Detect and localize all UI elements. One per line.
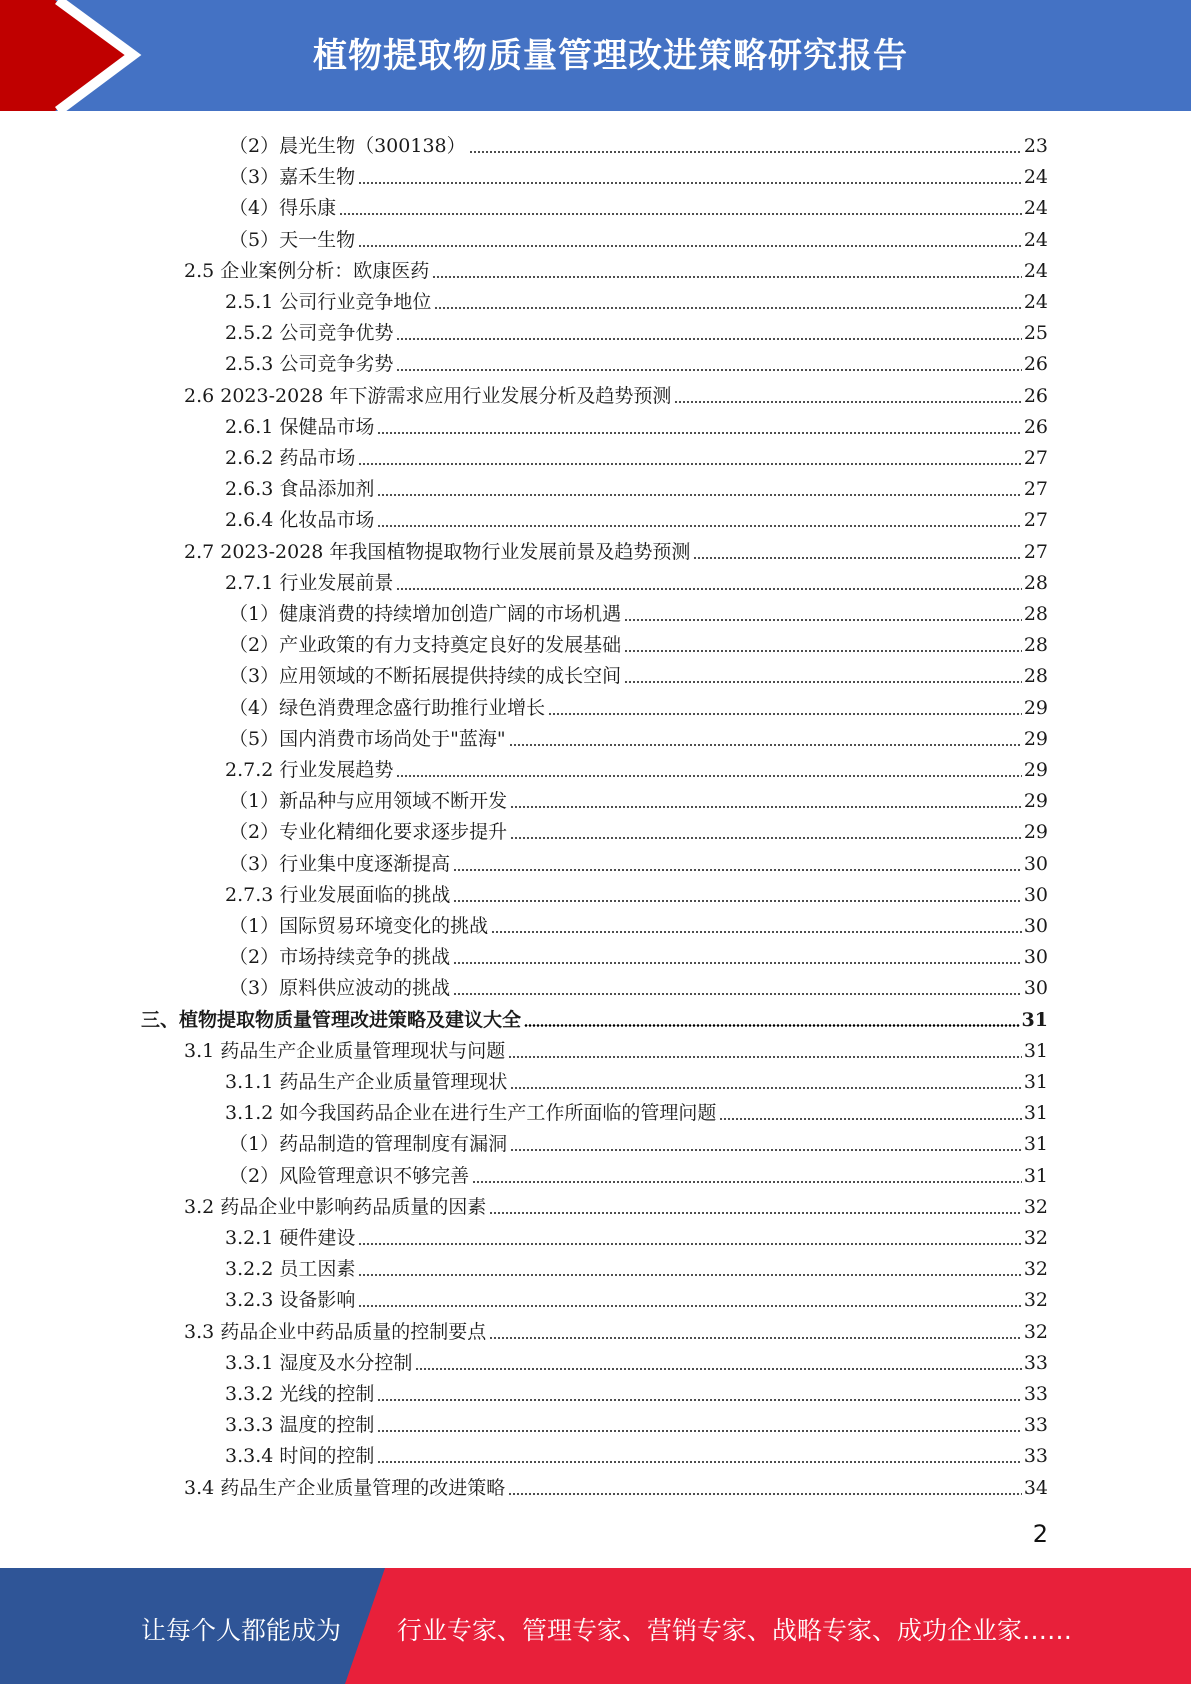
toc-leader-dots [358, 245, 1022, 247]
toc-entry[interactable] [229, 189, 1048, 220]
toc-entry-title: 3.3.3 温度的控制 [225, 1414, 375, 1437]
toc-entry-page: 33 [1023, 1351, 1048, 1374]
toc-entry[interactable] [141, 1001, 1048, 1032]
toc-entry-page: 29 [1023, 727, 1048, 750]
toc-entry-page: 31 [1023, 1164, 1048, 1187]
toc-entry-page: 31 [1023, 1071, 1048, 1093]
toc-entry-title: （4）绿色消费理念盛行助推行业增长 [229, 696, 546, 719]
toc-entry[interactable] [225, 1437, 1048, 1468]
toc-entry-title: （2）市场持续竞争的挑战 [229, 946, 451, 969]
toc-entry-page: 23 [1023, 135, 1048, 157]
toc-entry-page: 29 [1023, 790, 1048, 813]
toc-entry[interactable] [225, 501, 1048, 532]
toc-entry-title: （3）原料供应波动的挑战 [229, 977, 451, 1000]
toc-entry-title: 3.1.1 药品生产企业质量管理现状 [225, 1071, 508, 1093]
toc-entry[interactable] [225, 1375, 1048, 1406]
report-header [0, 0, 1191, 111]
toc-entry[interactable] [225, 470, 1048, 501]
toc-entry-title: 2.6.2 药品市场 [225, 447, 356, 469]
toc-entry-page: 24 [1023, 228, 1048, 251]
toc-entry-page: 24 [1023, 259, 1048, 282]
toc-entry-title: （2）风险管理意识不够完善 [229, 1164, 470, 1187]
toc-entry[interactable] [225, 1219, 1048, 1250]
toc-entry-title: 2.6.4 化妆品市场 [225, 509, 375, 532]
toc-entry-page: 26 [1023, 415, 1048, 438]
toc-leader-dots [377, 1399, 1021, 1401]
toc-leader-dots [524, 1024, 1020, 1027]
toc-entry-page: 24 [1023, 197, 1048, 220]
toc-leader-dots [693, 557, 1021, 559]
toc-entry[interactable] [184, 377, 1048, 408]
toc-entry[interactable] [229, 689, 1048, 720]
toc-leader-dots [469, 151, 1022, 153]
toc-entry-title: 2.6.3 食品添加剂 [225, 478, 375, 501]
toc-entry-page: 33 [1023, 1414, 1048, 1437]
toc-entry[interactable] [225, 1094, 1048, 1125]
toc-entry-title: 3.3 药品企业中药品质量的控制要点 [184, 1320, 487, 1343]
toc-entry-title: 2.7 2023-2028 年我国植物提取物行业发展前景及趋势预测 [184, 540, 691, 563]
toc-leader-dots [396, 588, 1021, 590]
toc-entry-title: 3.2 药品企业中影响药品质量的因素 [184, 1195, 487, 1218]
toc-entry[interactable] [184, 1032, 1048, 1063]
toc-entry[interactable] [225, 1250, 1048, 1281]
toc-entry-page: 28 [1023, 571, 1048, 594]
toc-entry-title: 3.2.3 设备影响 [225, 1289, 356, 1312]
toc-entry-page: 32 [1023, 1195, 1048, 1218]
toc-leader-dots [674, 401, 1021, 403]
toc-entry-page: 27 [1023, 478, 1048, 501]
toc-entry[interactable] [184, 1188, 1048, 1219]
toc-entry-page: 32 [1023, 1320, 1048, 1343]
toc-leader-dots [510, 837, 1022, 839]
toc-entry[interactable] [225, 314, 1048, 345]
toc-entry-title: （3）行业集中度逐渐提高 [229, 852, 451, 875]
toc-entry[interactable] [225, 564, 1048, 595]
toc-entry-page: 29 [1023, 821, 1048, 844]
toc-entry-title: 3.2.2 员工因素 [225, 1258, 356, 1281]
toc-entry-page: 28 [1023, 665, 1048, 688]
toc-entry-page: 31 [1021, 1008, 1048, 1031]
toc-entry[interactable] [225, 1406, 1048, 1437]
toc-leader-dots [624, 650, 1022, 652]
toc-entry-title: 2.7.3 行业发展面临的挑战 [225, 883, 451, 906]
toc-entry[interactable] [184, 252, 1048, 283]
toc-entry-title: 3.3.4 时间的控制 [225, 1445, 375, 1468]
report-footer [0, 1568, 1191, 1684]
toc-entry-title: 三、植物提取物质量管理改进策略及建议大全 [141, 1008, 522, 1031]
toc-leader-dots [358, 1243, 1021, 1245]
toc-leader-dots [396, 369, 1021, 371]
toc-entry[interactable] [229, 782, 1048, 813]
toc-entry-title: 3.3.1 湿度及水分控制 [225, 1351, 413, 1374]
toc-entry-title: 3.3.2 光线的控制 [225, 1383, 375, 1405]
toc-leader-dots [624, 681, 1022, 683]
toc-leader-dots [510, 1087, 1021, 1089]
toc-leader-dots [719, 1118, 1021, 1120]
toc-entry-title: （3）应用领域的不断拓展提供持续的成长空间 [229, 665, 622, 688]
toc-leader-dots [509, 744, 1022, 746]
toc-leader-dots [510, 1149, 1022, 1151]
toc-leader-dots [377, 525, 1021, 527]
toc-entry-title: （2）专业化精细化要求逐步提升 [229, 821, 508, 844]
toc-leader-dots [432, 276, 1022, 278]
toc-entry-page: 24 [1023, 291, 1048, 313]
toc-entry-title: （1）药品制造的管理制度有漏洞 [229, 1133, 508, 1156]
toc-entry-title: 2.5.1 公司行业竞争地位 [225, 291, 432, 313]
toc-entry-page: 32 [1023, 1289, 1048, 1312]
toc-entry[interactable] [225, 876, 1048, 907]
toc-entry-page: 28 [1023, 603, 1048, 625]
toc-entry-page: 29 [1023, 759, 1048, 781]
toc-leader-dots [415, 1368, 1021, 1370]
toc-entry-title: （1）健康消费的持续增加创造广阔的市场机遇 [229, 603, 622, 625]
toc-entry-page: 33 [1023, 1445, 1048, 1468]
toc-leader-dots [489, 1337, 1022, 1339]
toc-leader-dots [358, 182, 1022, 184]
toc-entry[interactable] [225, 408, 1048, 439]
report-title: 植物提取物质量管理改进策略研究报告 [313, 36, 908, 76]
toc-entry-page: 32 [1023, 1258, 1048, 1281]
toc-leader-dots [377, 1461, 1021, 1463]
toc-entry-title: （3）嘉禾生物 [229, 166, 356, 189]
toc-leader-dots [396, 775, 1021, 777]
toc-leader-dots [548, 713, 1022, 715]
toc-entry-title: （4）得乐康 [229, 197, 337, 220]
toc-entry[interactable] [229, 720, 1048, 751]
toc-entry[interactable] [229, 845, 1048, 876]
toc-entry-page: 28 [1023, 634, 1048, 657]
toc-leader-dots [453, 993, 1022, 995]
toc-entry-page: 31 [1023, 1102, 1048, 1125]
toc-leader-dots [510, 806, 1022, 808]
toc-entry[interactable] [225, 1344, 1048, 1375]
toc-entry-title: 2.6.1 保健品市场 [225, 415, 375, 438]
toc-entry-title: 2.5 企业案例分析：欧康医药 [184, 259, 430, 282]
toc-entry[interactable] [229, 1125, 1048, 1156]
toc-entry-page: 24 [1023, 166, 1048, 189]
toc-leader-dots [377, 1430, 1021, 1432]
footer-slogan-right: 行业专家、管理专家、营销专家、战略专家、成功企业家…… [397, 1616, 1073, 1645]
toc-entry-title: （2）晨光生物（300138） [229, 135, 466, 157]
toc-entry-title: 2.5.2 公司竞争优势 [225, 322, 394, 345]
toc-entry-title: 3.2.1 硬件建设 [225, 1227, 356, 1249]
toc-leader-dots [377, 432, 1021, 434]
toc-entry[interactable] [229, 657, 1048, 688]
toc-entry-title: 2.6 2023-2028 年下游需求应用行业发展分析及趋势预测 [184, 384, 672, 407]
toc-leader-dots [396, 338, 1021, 340]
toc-entry-title: 3.4 药品生产企业质量管理的改进策略 [184, 1476, 506, 1499]
toc-entry-page: 29 [1023, 696, 1048, 719]
toc-entry-title: 2.7.2 行业发展趋势 [225, 759, 394, 781]
toc-entry[interactable] [229, 1157, 1048, 1188]
toc-leader-dots [472, 1181, 1022, 1183]
footer-slogan-left: 让每个人都能成为 [141, 1616, 342, 1645]
toc-entry-page: 30 [1023, 852, 1048, 875]
toc-leader-dots [358, 1274, 1021, 1276]
toc-entry-page: 30 [1023, 977, 1048, 1000]
toc-entry[interactable] [229, 127, 1048, 158]
toc-entry[interactable] [225, 1063, 1048, 1094]
toc-entry[interactable] [184, 1313, 1048, 1344]
toc-entry[interactable] [225, 1281, 1048, 1312]
toc-entry[interactable] [229, 626, 1048, 657]
toc-entry[interactable] [229, 938, 1048, 969]
toc-entry-page: 34 [1023, 1476, 1048, 1499]
toc-entry-page: 26 [1023, 384, 1048, 407]
toc-entry-page: 32 [1023, 1227, 1048, 1249]
toc-entry-page: 31 [1023, 1039, 1048, 1062]
toc-entry[interactable] [229, 158, 1048, 189]
toc-entry-page: 27 [1023, 509, 1048, 532]
toc-leader-dots [434, 307, 1021, 309]
toc-entry[interactable] [229, 595, 1048, 626]
toc-entry-title: 3.1 药品生产企业质量管理现状与问题 [184, 1039, 506, 1062]
toc-entry-page: 26 [1023, 353, 1048, 376]
toc-entry[interactable] [229, 969, 1048, 1000]
toc-leader-dots [508, 1056, 1022, 1058]
toc-entry-page: 30 [1023, 946, 1048, 969]
toc-leader-dots [491, 931, 1022, 933]
toc-entry[interactable] [225, 345, 1048, 376]
toc-entry[interactable] [184, 533, 1048, 564]
toc-entry[interactable] [229, 221, 1048, 252]
toc-leader-dots [489, 1212, 1022, 1214]
toc-entry[interactable] [184, 1469, 1048, 1500]
toc-entry-title: （2）产业政策的有力支持奠定良好的发展基础 [229, 634, 622, 657]
toc-entry[interactable] [225, 439, 1048, 470]
toc-leader-dots [358, 1305, 1021, 1307]
toc-leader-dots [508, 1493, 1022, 1495]
toc-leader-dots [453, 900, 1021, 902]
toc-entry[interactable] [229, 907, 1048, 938]
toc-leader-dots [339, 213, 1022, 215]
toc-entry-page: 31 [1023, 1133, 1048, 1156]
toc-leader-dots [624, 619, 1022, 621]
toc-entry[interactable] [225, 283, 1048, 314]
toc-entry-title: （5）国内消费市场尚处于"蓝海" [229, 727, 506, 750]
toc-entry-title: （5）天一生物 [229, 228, 356, 251]
toc-leader-dots [358, 463, 1021, 465]
toc-entry-page: 27 [1023, 540, 1048, 563]
toc-entry-title: （1）国际贸易环境变化的挑战 [229, 915, 489, 937]
toc-entry-title: 2.5.3 公司竞争劣势 [225, 353, 394, 376]
toc-entry-title: （1）新品种与应用领域不断开发 [229, 790, 508, 813]
toc-leader-dots [377, 494, 1021, 496]
toc-entry-page: 25 [1023, 322, 1048, 345]
toc-entry-title: 2.7.1 行业发展前景 [225, 571, 394, 594]
toc-entry-page: 27 [1023, 447, 1048, 469]
page-number: 2 [1032, 1520, 1048, 1548]
toc-entry-page: 30 [1023, 915, 1048, 937]
toc-entry-title: 3.1.2 如今我国药品企业在进行生产工作所面临的管理问题 [225, 1102, 717, 1125]
toc-entry-page: 30 [1023, 883, 1048, 906]
toc-leader-dots [453, 962, 1022, 964]
toc-entry[interactable] [225, 751, 1048, 782]
toc-leader-dots [453, 869, 1022, 871]
toc-entry[interactable] [229, 813, 1048, 844]
toc-entry-page: 33 [1023, 1383, 1048, 1405]
